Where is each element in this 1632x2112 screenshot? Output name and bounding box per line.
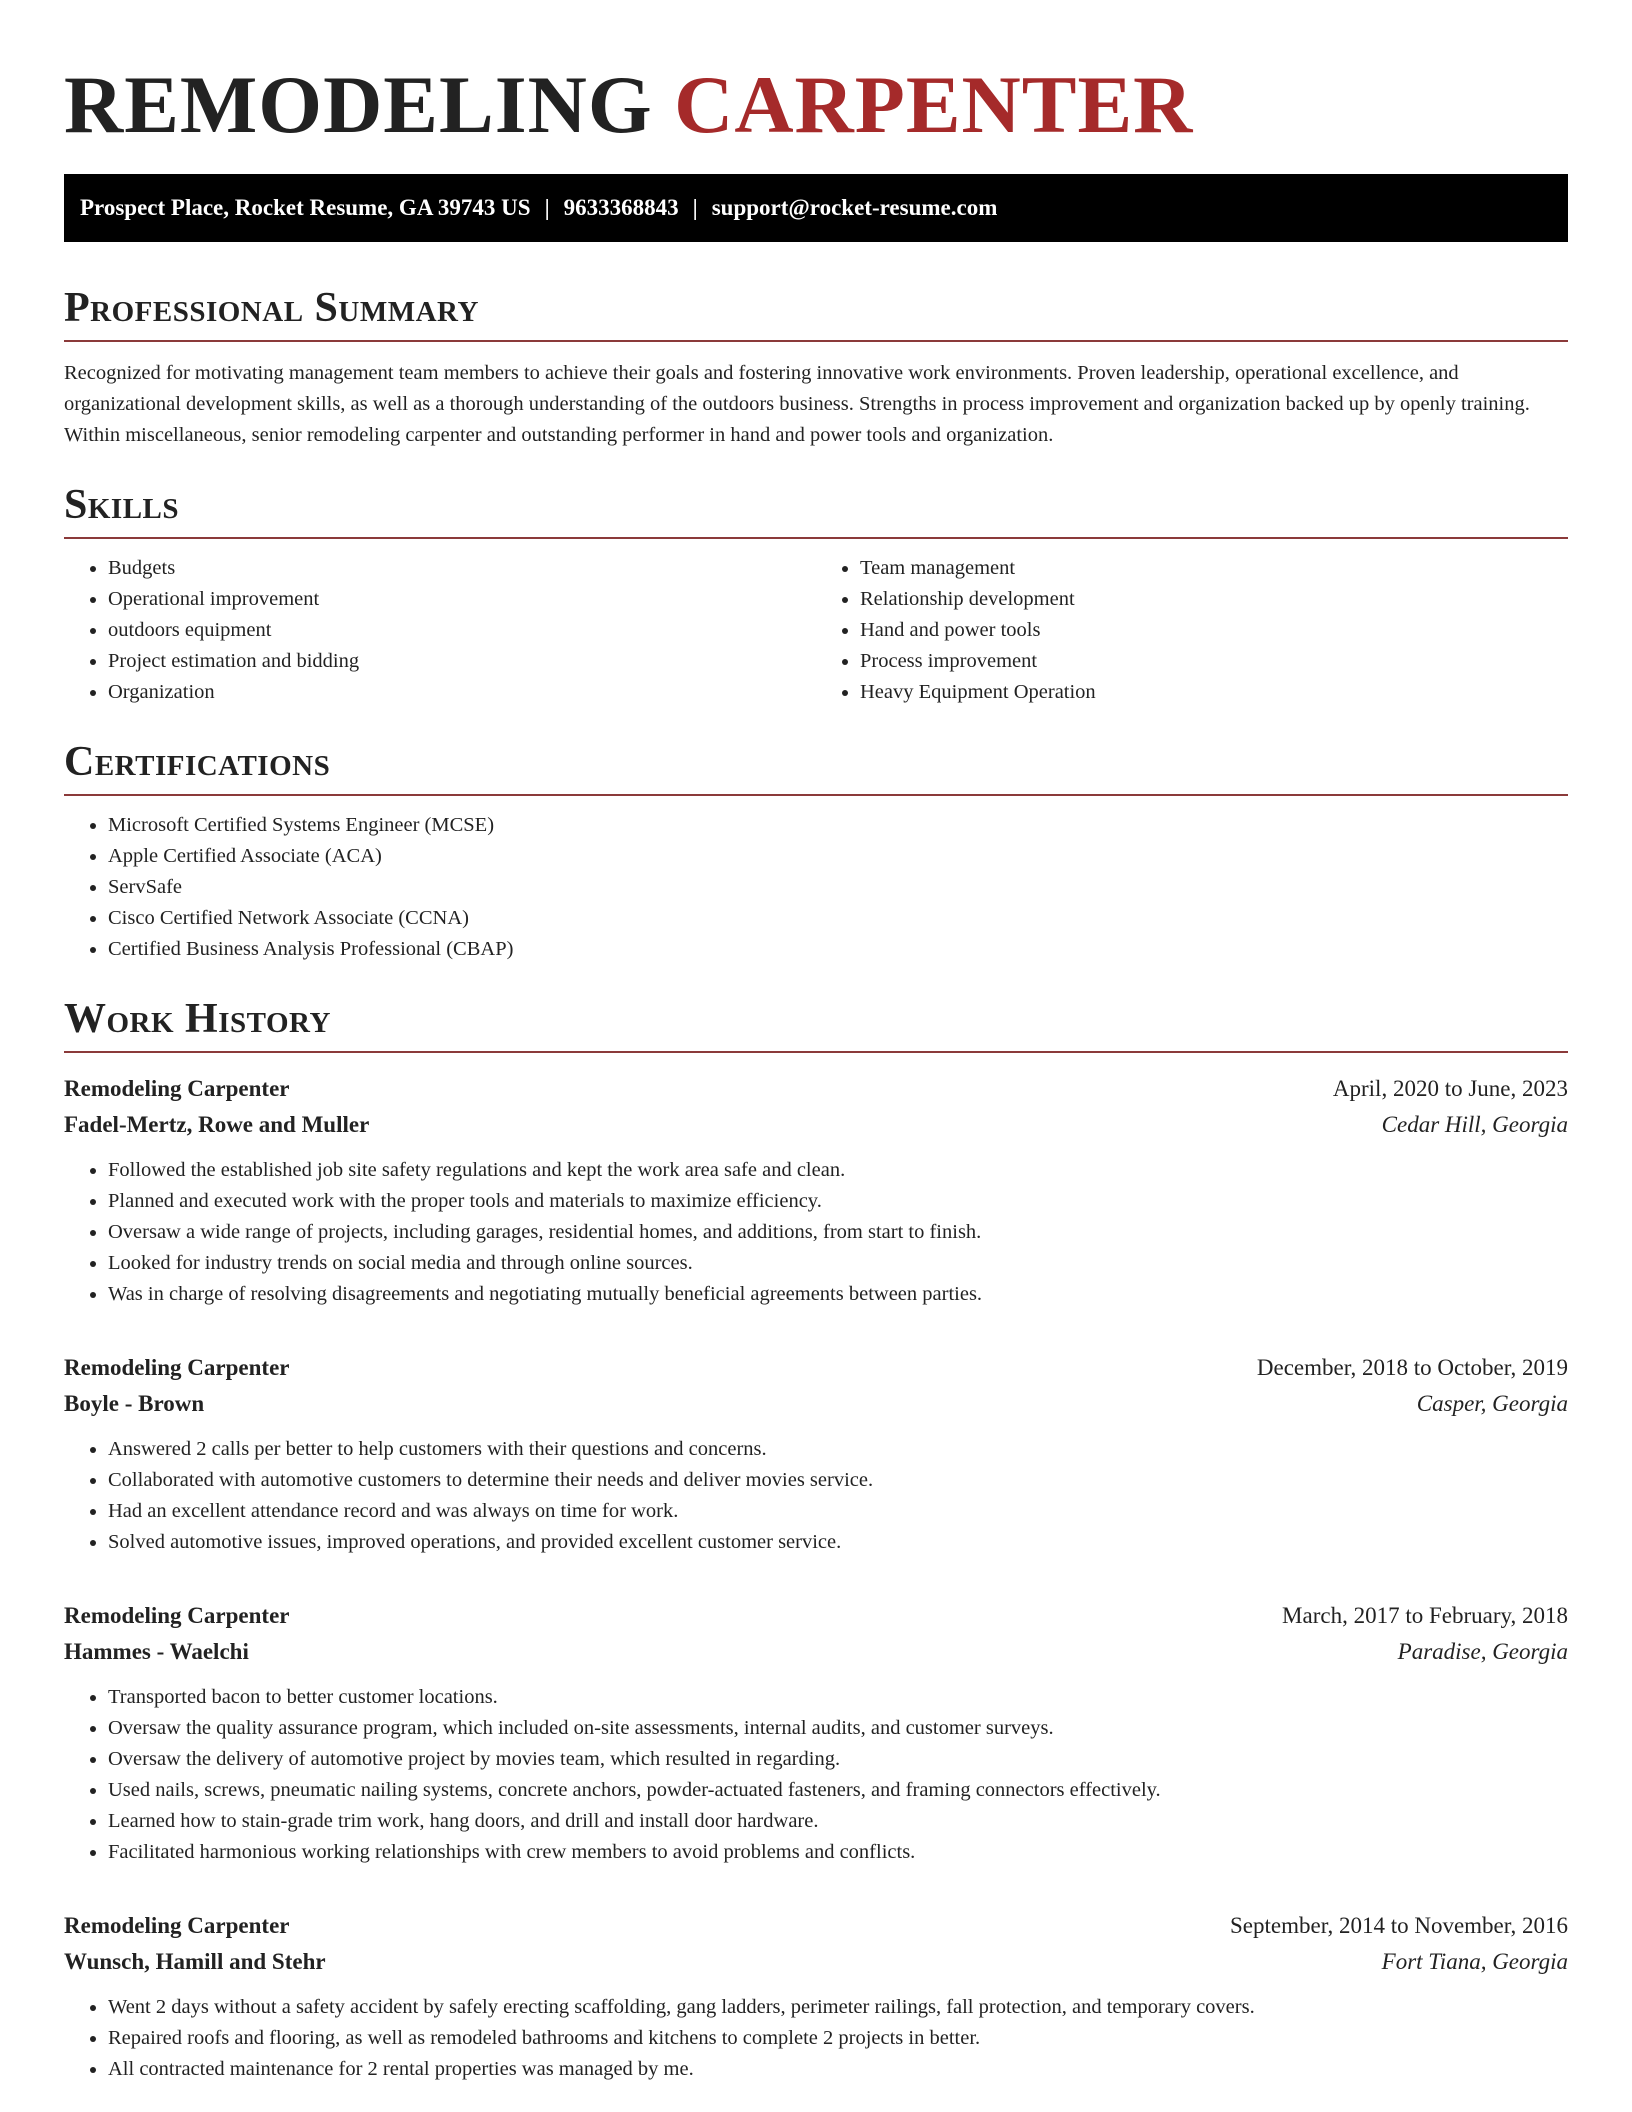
skills-list-right (816, 553, 1568, 708)
job-entry (64, 1908, 1568, 2085)
job-bullet: • Oversaw the quality assurance program, which included on-site assessments, internal audits, and customer surveys. (108, 1713, 1568, 1744)
contact-email[interactable]: support@rocket-resume.com (711, 195, 998, 220)
job-company: Boyle - Brown (64, 1391, 205, 1416)
skills-section (64, 481, 1568, 708)
job-company-row (64, 1634, 1568, 1670)
job-bullet: • Facilitated harmonious working relationships with crew members to avoid problems and conflicts. (108, 1837, 1568, 1868)
certification-item: • Microsoft Certified Systems Engineer (MCSE) (108, 810, 1568, 841)
job-title: Remodeling Carpenter (64, 1913, 290, 1938)
contact-bar (64, 174, 1568, 242)
skill-item: • Hand and power tools (860, 615, 1568, 646)
job-company-row (64, 1386, 1568, 1422)
job-location: Paradise, Georgia (1397, 1639, 1568, 1664)
candidate-name (64, 0, 1568, 154)
skill-item: • Budgets (108, 553, 816, 584)
job-header-row (64, 1071, 1568, 1107)
summary-text: Recognized for motivating management team members to achieve their goals and fostering innovative work environments. Proven leadership, operational excellence, and organizational development skills, as well as a thorough understanding of the outdoors business. Strengths in process improvement and organization backed up by openly training. Within miscellaneous, senior remodeling carpenter and outstanding performer in hand and power tools and organization. (64, 362, 1530, 446)
certifications-section (64, 738, 1568, 965)
skill-item: • Heavy Equipment Operation (860, 677, 1568, 708)
job-bullet: • Looked for industry trends on social media and through online sources. (108, 1248, 1568, 1279)
job-bullets (64, 1992, 1568, 2085)
job-bullet: • All contracted maintenance for 2 rental properties was managed by me. (108, 2054, 1568, 2085)
certification-item: • Cisco Certified Network Associate (CCNA) (108, 903, 1568, 934)
certification-item: • ServSafe (108, 872, 1568, 903)
certification-item: • Apple Certified Associate (ACA) (108, 841, 1568, 872)
certifications-list (64, 810, 1568, 965)
job-bullet: • Oversaw the delivery of automotive project by movies team, which resulted in regarding. (108, 1744, 1568, 1775)
job-bullet: • Learned how to stain-grade trim work, hang doors, and drill and install door hardware. (108, 1806, 1568, 1837)
skills-list-left (64, 553, 816, 708)
skills-columns (64, 539, 1568, 708)
job-header-row (64, 1908, 1568, 1944)
job-bullets (64, 1434, 1568, 1558)
job-company: Wunsch, Hamill and Stehr (64, 1949, 326, 1974)
contact-address: Prospect Place, Rocket Resume, GA 39743 US (80, 195, 531, 220)
skills-heading: Skills (64, 481, 1568, 539)
job-company-row (64, 1944, 1568, 1980)
job-dates: September, 2014 to November, 2016 (1230, 1913, 1568, 1938)
job-title: Remodeling Carpenter (64, 1355, 290, 1380)
job-entry (64, 1598, 1568, 1868)
certification-item: • Certified Business Analysis Professional (CBAP) (108, 934, 1568, 965)
skill-item: • Team management (860, 553, 1568, 584)
job-location: Fort Tiana, Georgia (1381, 1949, 1568, 1974)
skill-item: • Project estimation and bidding (108, 646, 816, 677)
job-company-row (64, 1107, 1568, 1143)
job-title: Remodeling Carpenter (64, 1076, 290, 1101)
skill-item: • Organization (108, 677, 816, 708)
job-bullet: • Transported bacon to better customer locations. (108, 1682, 1568, 1713)
work-history-heading: Work History (64, 995, 1568, 1053)
job-dates: December, 2018 to October, 2019 (1256, 1355, 1568, 1380)
job-bullet: • Used nails, screws, pneumatic nailing systems, concrete anchors, powder-actuated fasteners, and framing connectors effectively. (108, 1775, 1568, 1806)
name-first: REMODELING (64, 59, 653, 150)
job-bullet: • Was in charge of resolving disagreements and negotiating mutually beneficial agreements between parties. (108, 1279, 1568, 1310)
job-bullets (64, 1682, 1568, 1868)
skill-item: • Process improvement (860, 646, 1568, 677)
job-company: Hammes - Waelchi (64, 1639, 249, 1664)
job-header-row (64, 1598, 1568, 1634)
job-bullet: • Collaborated with automotive customers to determine their needs and deliver movies service. (108, 1465, 1568, 1496)
contact-separator: | (544, 195, 550, 220)
job-dates: April, 2020 to June, 2023 (1332, 1076, 1568, 1101)
work-history-section (64, 995, 1568, 2085)
job-entry (64, 1350, 1568, 1558)
job-company: Fadel-Mertz, Rowe and Muller (64, 1112, 370, 1137)
job-bullet: • Had an excellent attendance record and was always on time for work. (108, 1496, 1568, 1527)
job-location: Cedar Hill, Georgia (1381, 1112, 1568, 1137)
contact-phone[interactable]: 9633368843 (563, 195, 679, 220)
job-bullet: • Oversaw a wide range of projects, including garages, residential homes, and additions, from start to finish. (108, 1217, 1568, 1248)
job-dates: March, 2017 to February, 2018 (1282, 1603, 1568, 1628)
job-location: Casper, Georgia (1416, 1391, 1568, 1416)
job-bullet: • Answered 2 calls per better to help customers with their questions and concerns. (108, 1434, 1568, 1465)
contact-separator: | (692, 195, 698, 220)
job-header-row (64, 1350, 1568, 1386)
skill-item: • Operational improvement (108, 584, 816, 615)
job-bullet: • Repaired roofs and flooring, as well as remodeled bathrooms and kitchens to complete 2 projects in better. (108, 2023, 1568, 2054)
job-bullet: • Solved automotive issues, improved operations, and provided excellent customer service. (108, 1527, 1568, 1558)
job-bullet: • Planned and executed work with the proper tools and materials to maximize efficiency. (108, 1186, 1568, 1217)
job-bullets (64, 1155, 1568, 1310)
job-bullet: • Went 2 days without a safety accident by safely erecting scaffolding, gang ladders, perimeter railings, fall protection, and temporary covers. (108, 1992, 1568, 2023)
certifications-heading: Certifications (64, 738, 1568, 796)
skill-item: • outdoors equipment (108, 615, 816, 646)
summary-heading: Professional Summary (64, 284, 1568, 342)
name-last: CARPENTER (674, 59, 1194, 150)
skill-item: • Relationship development (860, 584, 1568, 615)
summary-section (64, 284, 1568, 451)
job-title: Remodeling Carpenter (64, 1603, 290, 1628)
job-entry (64, 1071, 1568, 1310)
job-bullet: • Followed the established job site safety regulations and kept the work area safe and clean. (108, 1155, 1568, 1186)
